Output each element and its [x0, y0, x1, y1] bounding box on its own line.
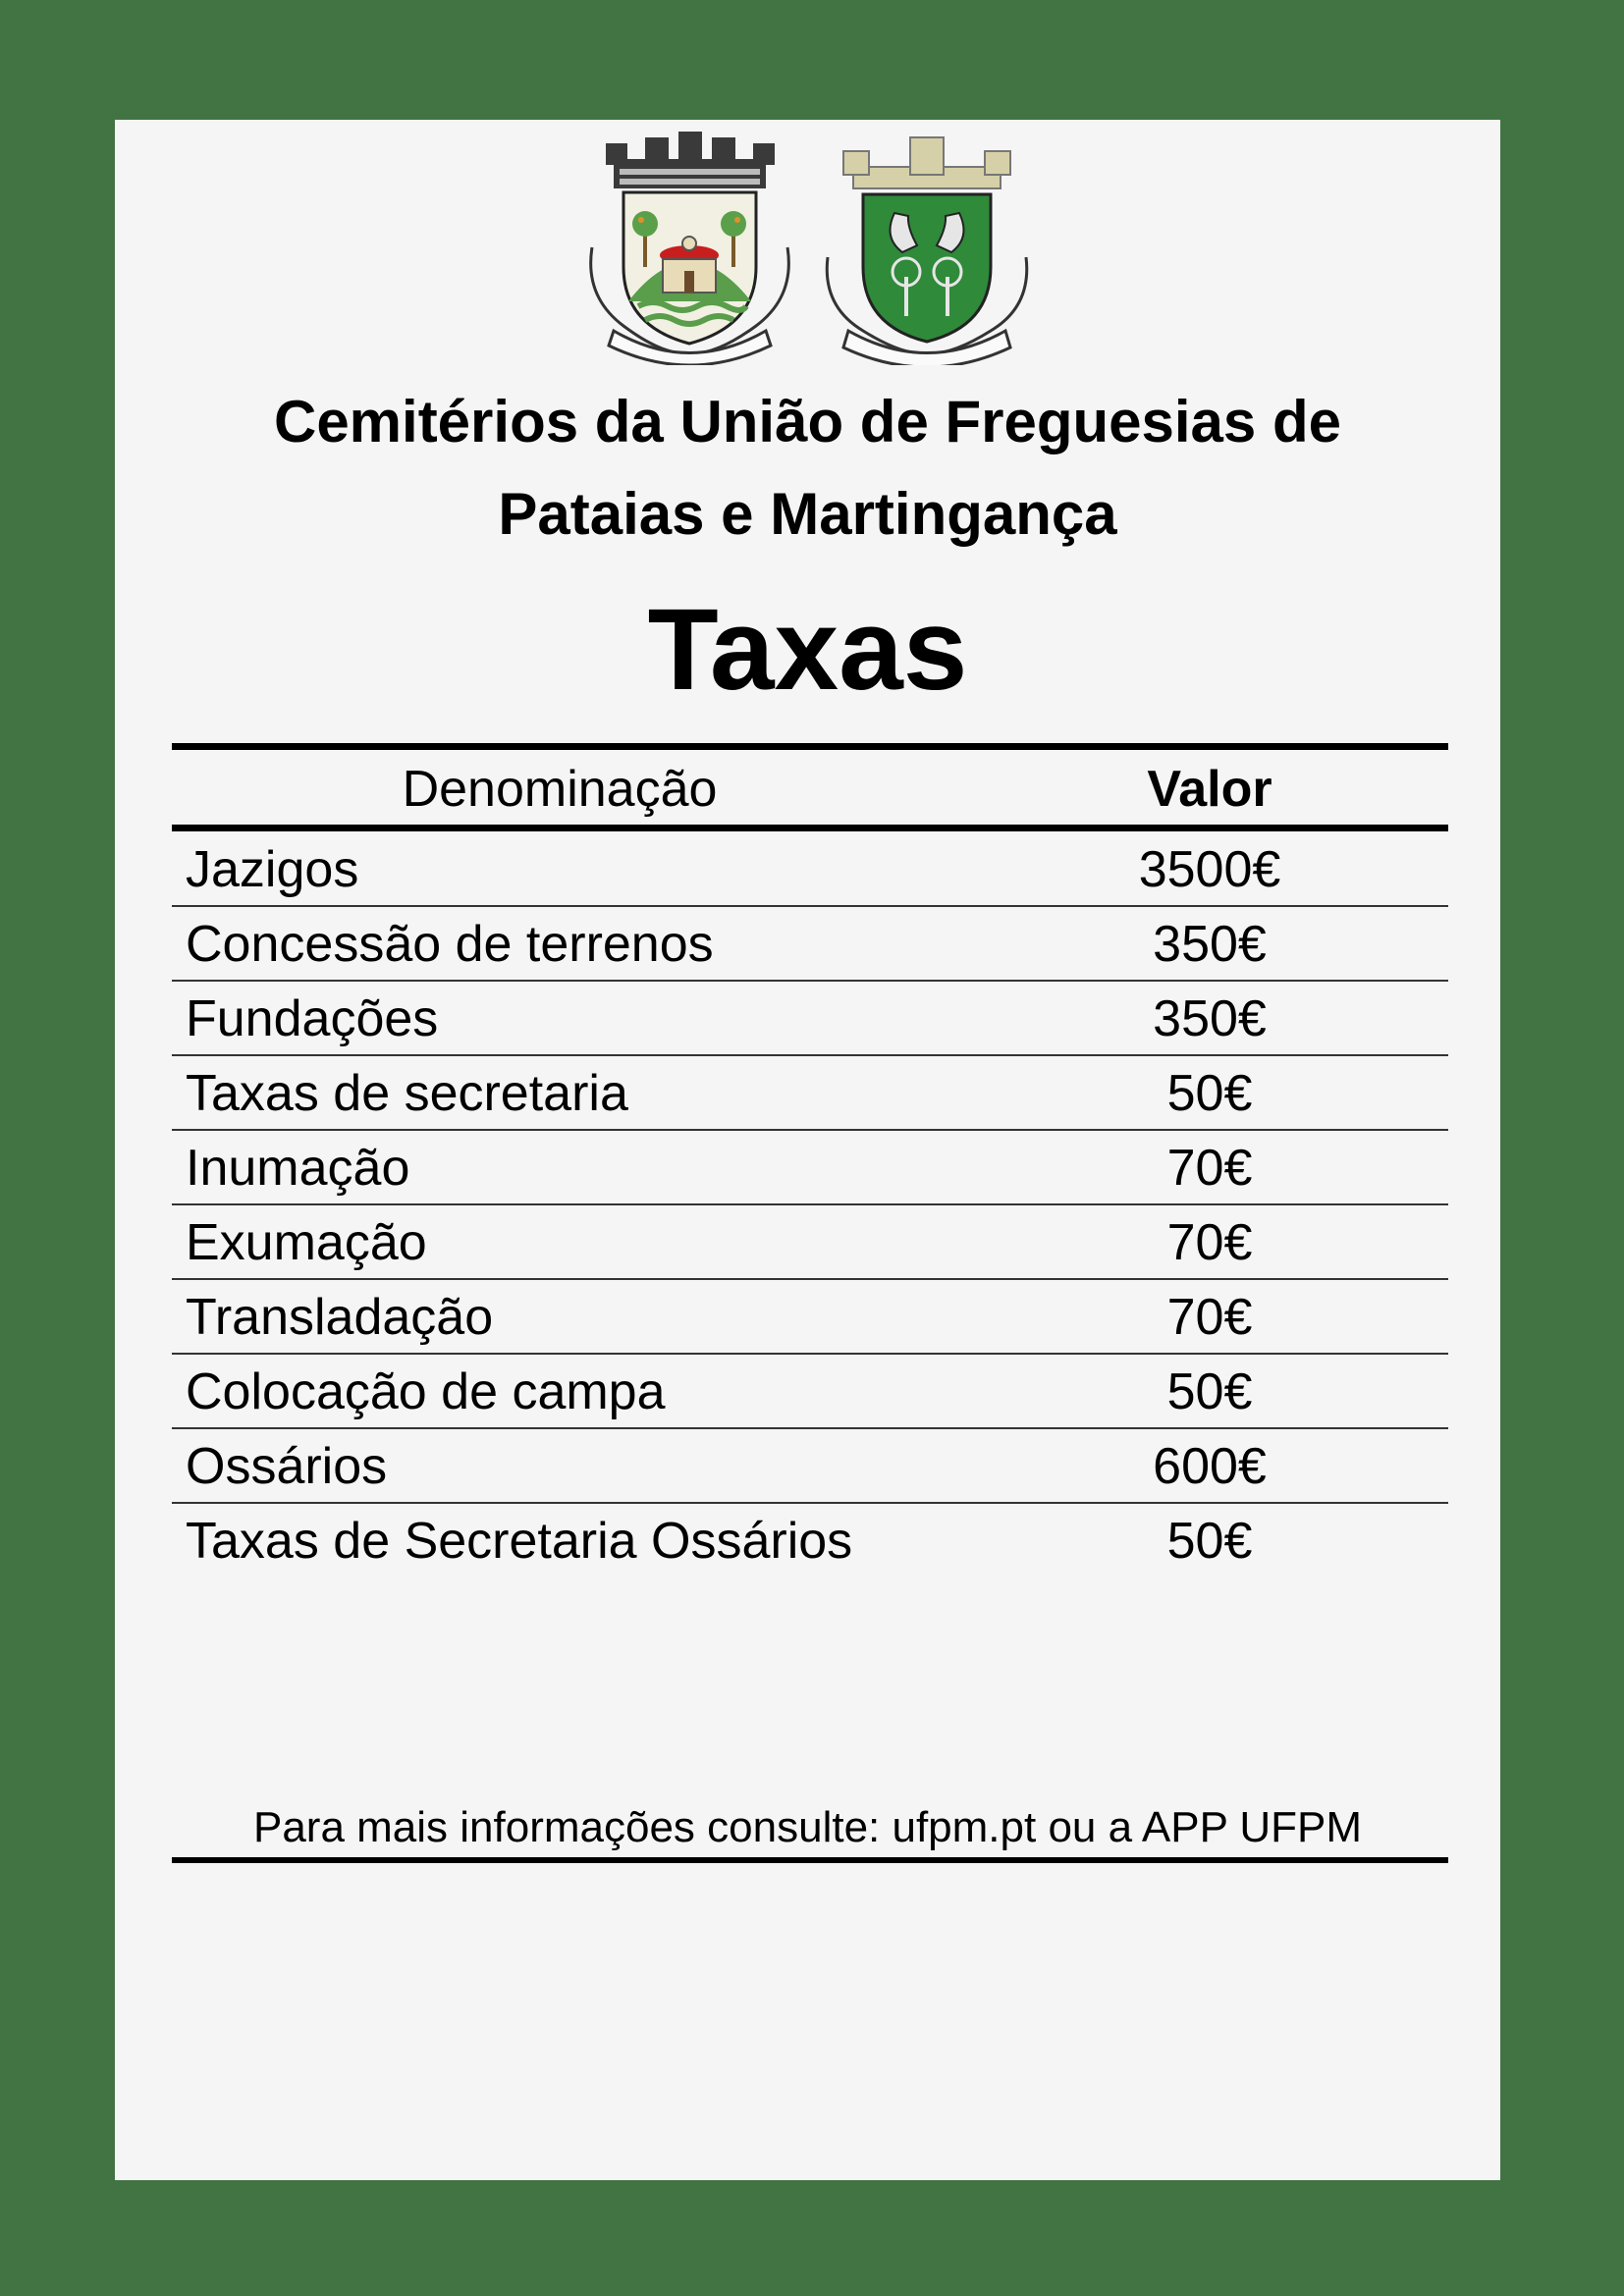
heading-line-2: Pataias e Martingança: [498, 481, 1117, 547]
column-header-valor: Valor: [1147, 761, 1272, 818]
poster-sheet: [115, 120, 1500, 2180]
footer-rule: [172, 1857, 1448, 1863]
table-row: [172, 1280, 1448, 1355]
table-row: [172, 1056, 1448, 1131]
fee-value: 70€: [1166, 1140, 1253, 1197]
table-row: [172, 1355, 1448, 1429]
fee-name: Colocação de campa: [186, 1363, 666, 1420]
fee-value: 70€: [1166, 1289, 1253, 1346]
fee-value: 3500€: [1138, 841, 1281, 898]
fee-name: Ossários: [186, 1438, 388, 1495]
pataias-crest-icon: [584, 130, 795, 365]
table-row: [172, 1205, 1448, 1280]
fee-value: 50€: [1166, 1363, 1253, 1420]
fee-name: Taxas de Secretaria Ossários: [186, 1513, 853, 1570]
page-title: Taxas: [647, 585, 968, 715]
fee-name: Exumação: [186, 1214, 427, 1271]
martinganca-crest-icon: [814, 130, 1040, 365]
fee-name: Concessão de terrenos: [186, 916, 714, 973]
fee-value: 50€: [1166, 1513, 1253, 1570]
table-row: [172, 1504, 1448, 1578]
fee-value: 350€: [1153, 916, 1267, 973]
table-row: [172, 982, 1448, 1056]
fee-value: 350€: [1153, 990, 1267, 1047]
fee-value: 70€: [1166, 1214, 1253, 1271]
fee-name: Fundações: [186, 990, 439, 1047]
table-header-rule: [172, 825, 1448, 831]
fee-name: Transladação: [186, 1289, 494, 1346]
fees-table-body: [172, 832, 1448, 1578]
fee-name: Inumação: [186, 1140, 410, 1197]
fee-name: Jazigos: [186, 841, 359, 898]
fee-value: 600€: [1153, 1438, 1267, 1495]
fee-value: 50€: [1166, 1065, 1253, 1122]
fee-name: Taxas de secretaria: [186, 1065, 628, 1122]
table-row: [172, 832, 1448, 907]
table-row: [172, 1131, 1448, 1205]
table-row: [172, 907, 1448, 982]
more-info-note: Para mais informações consulte: ufpm.pt ou a APP UFPM: [252, 1803, 1363, 1851]
column-header-denominacao: Denominação: [402, 761, 718, 818]
heading-line-1: Cemitérios da União de Freguesias de: [273, 389, 1341, 454]
coats-of-arms: [584, 130, 1173, 387]
table-row: [172, 1429, 1448, 1504]
table-top-rule: [172, 743, 1448, 750]
